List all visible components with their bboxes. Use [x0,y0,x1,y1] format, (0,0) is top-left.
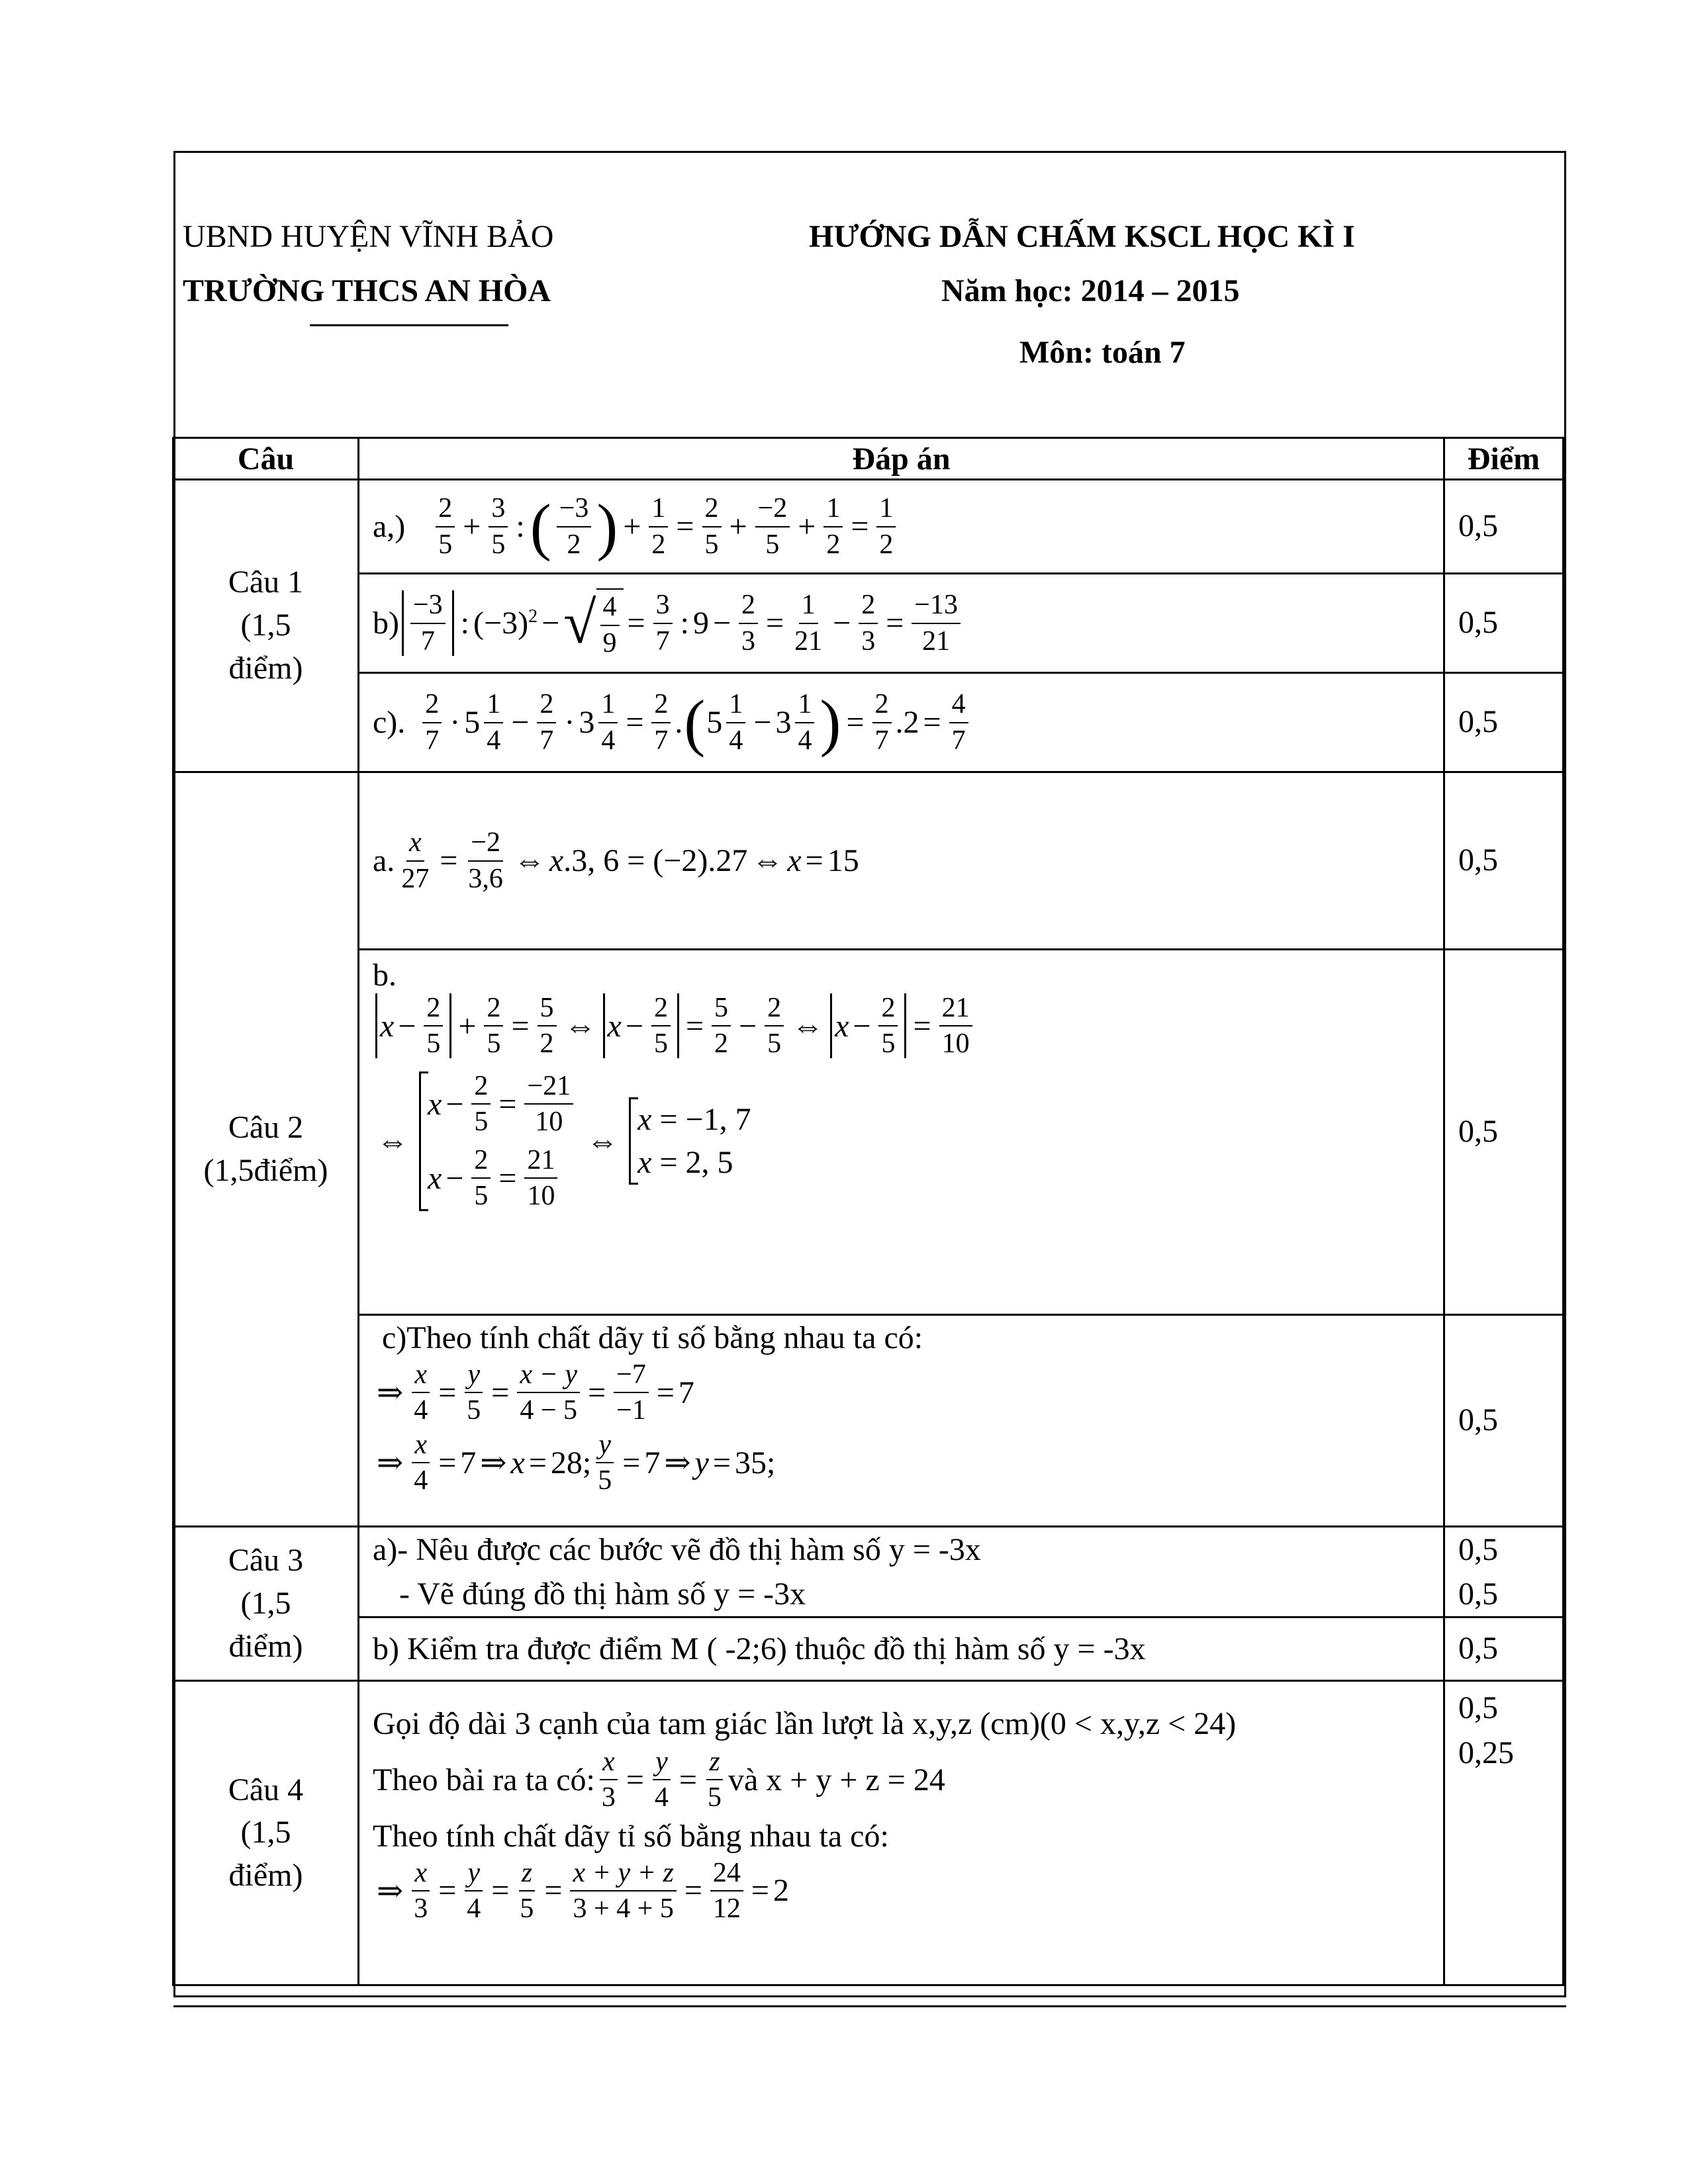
school-underline [310,324,508,326]
header-title: HƯỚNG DẪN CHẤM KSCL HỌC KÌ I [809,219,1355,254]
cau1-label: Câu 1 (1,5 điểm) [173,480,359,772]
cau1-a-prefix: a,) [373,509,406,544]
table-row [173,1681,1564,1985]
cau3-a-line2: - Vẽ đúng đồ thị hàm số y = -3x [399,1576,806,1612]
cau4-score [1444,1681,1564,1985]
cau1-score-a: 0,5 [1444,480,1564,574]
header-school: TRƯỜNG THCS AN HÒA [183,273,551,308]
table-row [173,574,1564,673]
header-district: UBND HUYỆN VĨNH BẢO [183,219,554,254]
cau4-line2-suffix: và x + y + z = 24 [728,1762,945,1797]
col-diem: Điểm [1444,438,1564,480]
cau1-c: c). $\frac{2}{7}$ · 5 $\frac{1}{4}$ − $\frac{2}{7}$ · 3 $\frac{1}{4}$ = $\frac{2}{7}$ . ( 5 $\frac{1}{4}$ − 3 $\frac{1}{4}$ ) = $\frac{2}{7}$ .2 = $\frac{4}{7}$ [359,673,1444,772]
cau2-label: Câu 2 (1,5điểm) [173,772,359,1527]
cau2-b: b. x − $\frac{2}{5}$ + $\frac{2}{5}$ = $\frac{5}{2}$ ⇔ x − $\frac{2}{5}$ = $\frac{5}{2}$ − $\frac{2}{5}$ ⇔ x − $\frac{2}{5}$ = $\frac{21}{10}$ ⇔ x − $\frac{2}{5}$ = $\frac{-21}{10}$ x − $\frac{2}{5}$ = $\frac{21}{10}$ ⇔ x = −1, 7 x = 2, 5 [359,950,1444,1315]
table-row [173,1315,1564,1527]
cau1-c-prefix: c). [373,705,406,740]
col-cau: Câu [173,438,359,480]
cau2-score-a: 0,5 [1444,772,1564,950]
cau2-score-c: 0,5 [1444,1315,1564,1527]
cau4-body: Gọi độ dài 3 cạnh của tam giác lần lượt là x,y,z (cm)(0 < x,y,z < 24) Theo bài ra ta có: $\frac{x}{3}$ = $\frac{y}{4}$ = $\frac{z}{5}$ và x + y + z = 24 Theo tính chất dãy tỉ số bằng nhau ta có: ⇒ $\frac{x}{3}$ = $\frac{y}{4}$ = $\frac{z}{5}$ = $\frac{x + y + z}{3 + 4 + 5}$ = $\frac{24}{12}$ = 2 [359,1681,1444,1985]
cau1-score-b: 0,5 [1444,574,1564,673]
table-row [173,950,1564,1315]
table-header-row [173,438,1564,480]
col-dapan: Đáp án [359,438,1444,480]
cau4-line2-prefix: Theo bài ra ta có: [373,1762,595,1797]
cau1-b-prefix: b) [373,606,399,641]
cau3-a-line1: a)- Nêu được các bước vẽ đồ thị hàm số y = -3x [373,1532,981,1567]
cau4-line3: Theo tính chất dãy tỉ số bằng nhau ta có: [373,1818,889,1854]
cau2-a-prefix: a. [373,843,395,878]
cau2-c-text: c)Theo tính chất dãy tỉ số bằng nhau ta có: [382,1320,923,1355]
table-row [173,1617,1564,1681]
cau3-score-a1: 0,5 [1458,1532,1498,1567]
cau3-score-a [1444,1527,1564,1617]
header-year: Năm học: 2014 – 2015 [941,273,1240,308]
cau3-b: b) Kiểm tra được điểm M ( -2;6) thuộc đồ thị hàm số y = -3x [359,1617,1444,1681]
table-row [173,772,1564,950]
table-row [173,1527,1564,1617]
header-subject: Môn: toán 7 [1019,335,1186,370]
answer-table [172,437,1564,1986]
cau2-score-b: 0,5 [1444,950,1564,1315]
cau4-label: Câu 4 (1,5 điểm) [173,1681,359,1985]
cau3-score-a2: 0,5 [1458,1576,1498,1612]
cau4-score1: 0,5 [1458,1690,1498,1726]
cau1-score-c: 0,5 [1444,673,1564,772]
table-row [173,673,1564,772]
cau2-c: c)Theo tính chất dãy tỉ số bằng nhau ta có: ⇒ $\frac{x}{4}$ = $\frac{y}{5}$ = $\frac{x - y}{4 - 5}$ = $\frac{-7}{-1}$ = 7 ⇒ $\frac{x}{4}$ = 7 ⇒ x = 28; $\frac{y}{5}$ = 7 ⇒ y = 35; [359,1315,1444,1527]
cau3-score-b: 0,5 [1444,1617,1564,1681]
cau1-b: b) $\frac{-3}{7}$ : $(-3)^2$ − √ $\frac{4}{9}$ = $\frac{3}{7}$ : 9 − $\frac{2}{3}$ = $\frac{1}{21}$ − $\frac{2}{3}$ = $\frac{-13}{21}$ [359,574,1444,673]
cau2-b-prefix: b. [373,958,397,993]
cau1-a: a,) $\frac{2}{5}$ + $\frac{3}{5}$ : ( $\frac{-3}{2}$ ) + $\frac{1}{2}$ = $\frac{2}{5}$ + $\frac{-2}{5}$ + $\frac{1}{2}$ = $\frac{1}{2}$ [359,480,1444,574]
cau2-a: a. $\frac{x}{27}$ = $\frac{-2}{3,6}$ ⇔ x .3, 6 = (−2).27 ⇔ x = 15 [359,772,1444,950]
frame-double-line [173,2005,1566,2007]
cau4-score2: 0,25 [1458,1735,1514,1770]
cau3-label: Câu 3 (1,5 điểm) [173,1527,359,1681]
table-row [173,480,1564,574]
cau3-a [359,1527,1444,1617]
cau4-line1: Gọi độ dài 3 cạnh của tam giác lần lượt là x,y,z (cm)(0 < x,y,z < 24) [373,1706,1237,1742]
